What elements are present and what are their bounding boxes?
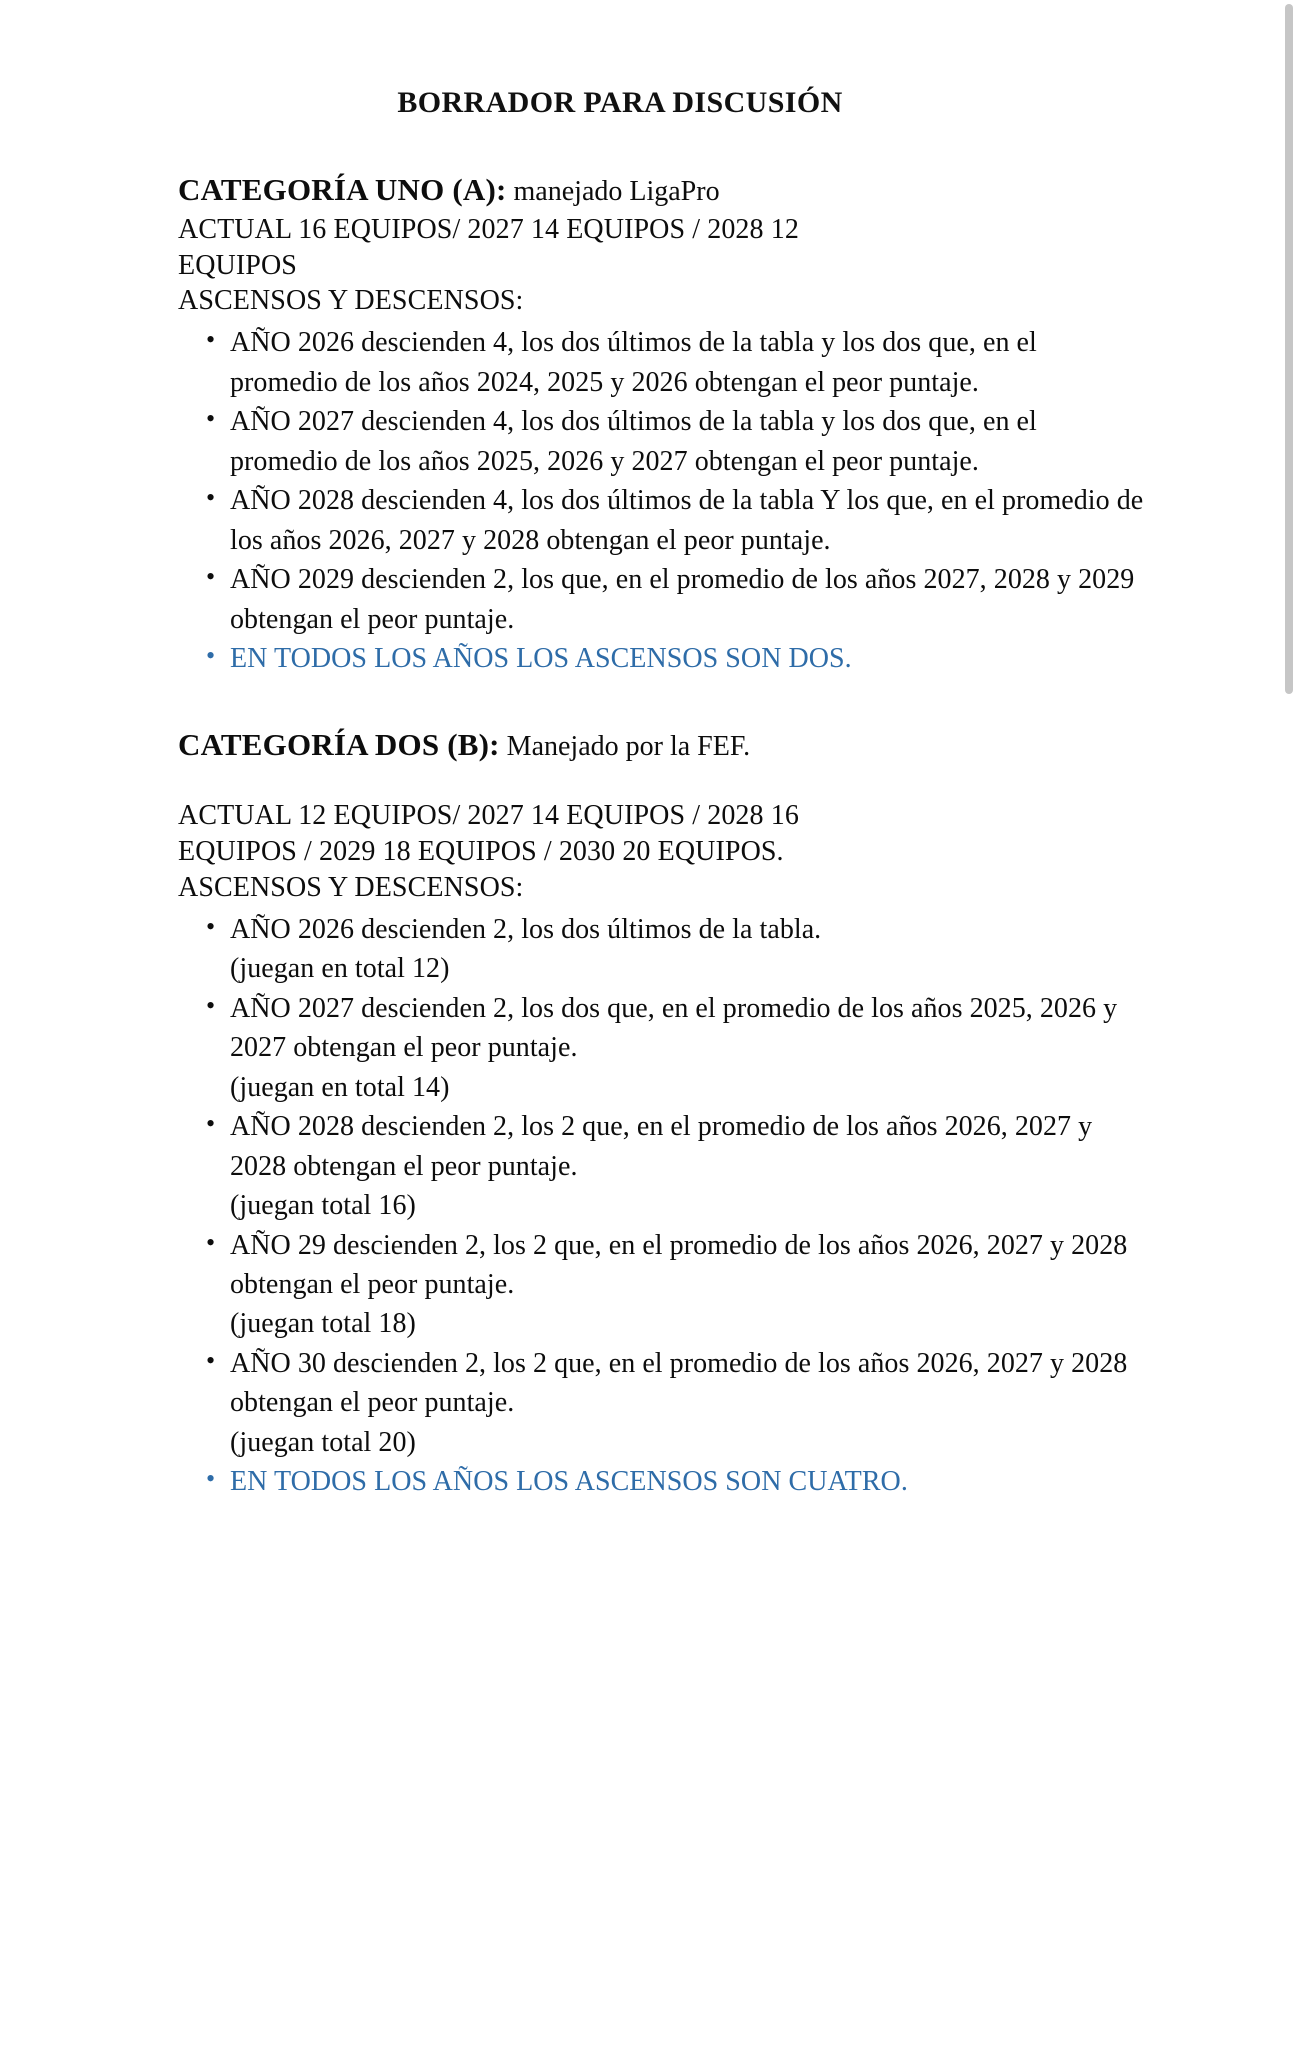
list-item [178, 910, 1150, 989]
list-item-text: EN TODOS LOS AÑOS LOS ASCENSOS SON DOS. [230, 643, 852, 675]
section-intro-line: EQUIPOS / 2029 18 EQUIPOS / 2030 20 EQUIPOS. [178, 836, 784, 868]
section-intro-line: ACTUAL 12 EQUIPOS/ 2027 14 EQUIPOS / 2028 16 [178, 800, 799, 832]
scrollbar-thumb[interactable] [1285, 4, 1293, 694]
list-item [178, 1462, 1150, 1501]
section-heading [178, 725, 1150, 765]
list-item [178, 323, 1150, 402]
document-body [0, 170, 1300, 1502]
section-bullet-list [178, 323, 1150, 678]
list-item-text: AÑO 2027 descienden 4, los dos últimos de la tabla y los dos que, en el promedio de los años 2025, 2026 y 2027 obtengan el peor puntaje. [230, 406, 1037, 477]
section-bullet-list [178, 910, 1150, 1502]
document-section [178, 725, 1150, 1502]
list-item [178, 481, 1150, 560]
list-item-note: (juegan total 18) [230, 1308, 416, 1340]
section-intro [178, 798, 1150, 905]
list-item-text: AÑO 29 descienden 2, los 2 que, en el promedio de los años 2026, 2027 y 2028 obtengan el peor puntaje. [230, 1229, 1128, 1300]
document-section [178, 170, 1150, 679]
list-item [178, 1344, 1150, 1462]
list-item-text: AÑO 30 descienden 2, los 2 que, en el promedio de los años 2026, 2027 y 2028 obtengan el peor puntaje. [230, 1347, 1128, 1419]
list-item-note: (juegan en total 14) [230, 1071, 450, 1103]
list-item [178, 1107, 1150, 1225]
list-item-text: AÑO 2027 descienden 2, los dos que, en el promedio de los años 2025, 2026 y 2027 obtengan el peor puntaje. [230, 992, 1118, 1064]
list-item-note: (juegan en total 12) [230, 953, 450, 985]
list-item-note: (juegan total 20) [230, 1426, 416, 1458]
page-title: BORRADOR PARA DISCUSIÓN [397, 86, 843, 119]
list-item-note: (juegan total 16) [230, 1190, 416, 1222]
section-heading-subtitle: manejado LigaPro [506, 176, 720, 207]
section-intro-line: ASCENSOS Y DESCENSOS: [178, 285, 524, 317]
list-item-text: AÑO 2026 descienden 2, los dos últimos de la tabla. [230, 913, 822, 945]
list-item [178, 560, 1150, 639]
section-intro-line: EQUIPOS [178, 249, 297, 281]
list-item-text: EN TODOS LOS AÑOS LOS ASCENSOS SON CUATRO. [230, 1466, 908, 1498]
list-item [178, 1226, 1150, 1344]
list-item-text: AÑO 2028 descienden 2, los 2 que, en el promedio de los años 2026, 2027 y 2028 obtengan el peor puntaje. [230, 1111, 1093, 1182]
section-heading-label: CATEGORÍA UNO (A): [178, 172, 507, 207]
list-item-text: AÑO 2026 descienden 4, los dos últimos de la tabla y los dos que, en el promedio de los años 2024, 2025 y 2026 obtengan el peor puntaje. [230, 327, 1037, 398]
list-item [178, 989, 1150, 1107]
section-heading-subtitle: Manejado por la FEF. [499, 730, 751, 762]
section-intro-line: ASCENSOS Y DESCENSOS: [178, 871, 524, 903]
section-intro [178, 212, 1150, 319]
list-item-text: AÑO 2029 descienden 2, los que, en el promedio de los años 2027, 2028 y 2029 obtengan el peor puntaje. [230, 564, 1135, 635]
scrollbar-track[interactable] [1278, 0, 1300, 2048]
list-item-text: AÑO 2028 descienden 4, los dos últimos de la tabla Y los que, en el promedio de los años 2026, 2027 y 2028 obtengan el peor puntaje. [230, 485, 1144, 556]
section-intro-line: ACTUAL 16 EQUIPOS/ 2027 14 EQUIPOS / 2028 12 [178, 213, 799, 245]
section-heading [178, 170, 1150, 210]
list-item [178, 639, 1150, 678]
section-heading-label: CATEGORÍA DOS (B): [178, 726, 500, 762]
list-item [178, 402, 1150, 481]
